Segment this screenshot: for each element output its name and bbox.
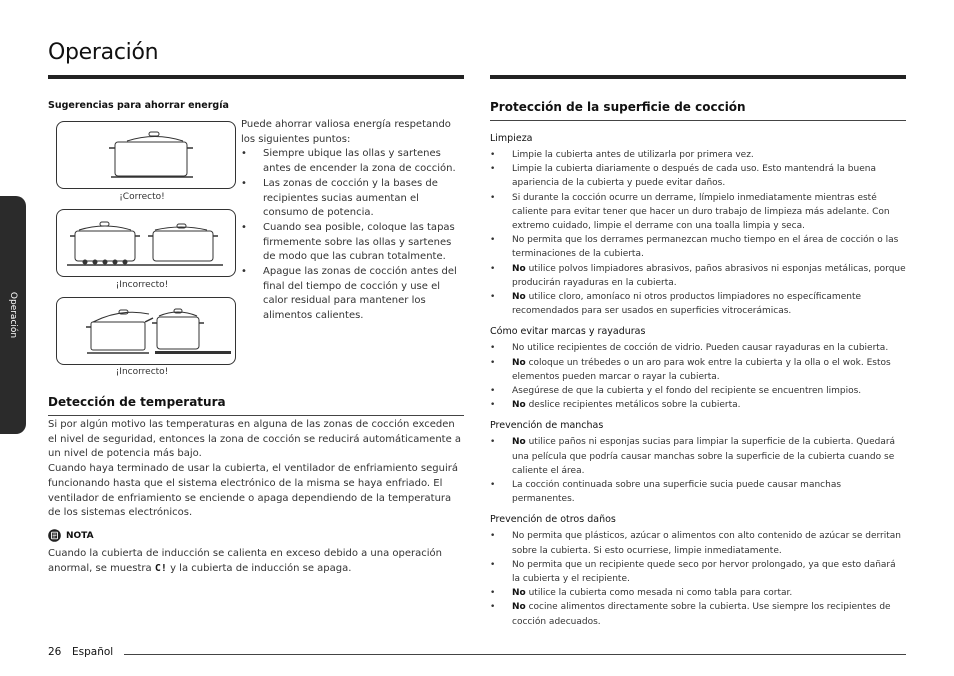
list-item: • No permita que plásticos, azúcar o alimentos con alto contenido de azúcar se derritan sobre la cubierta. Si esto ocurriese, limpie inmediatamente. [490,529,906,557]
illustration-incorrect-1 [56,209,236,277]
section-side-tab [0,196,26,434]
temp-heading-rule [48,415,464,416]
list-item: • No utilice la cubierta como mesada ni como tabla para cortar. [490,586,906,600]
list-item: • Apague las zonas de cocción antes del final del tiempo de cocción y use el calor residual para mantener los alimentos calientes. [241,265,463,324]
caption-correct: ¡Correcto! [119,192,165,202]
list-item: • Limpie la cubierta antes de utilizarla por primera vez. [490,148,906,162]
note-text-before: Cuando la cubierta de inducción se calienta en exceso debido a una operación anormal, se muestra [48,548,442,574]
list-item: • La cocción continuada sobre una superficie sucia puede causar manchas permanentes. [490,478,906,506]
temp-paragraph: Si por algún motivo las temperaturas en alguna de las zonas de cocción exceden el nivel de seguridad, entonces la zona de cocción se reducirá automáticamente a un nivel de potencia más bajo. [48,419,462,460]
temp-paragraph: Cuando haya terminado de usar la cubierta, el ventilador de enfriamiento seguirá funcionando hasta que el sistema electrónico de la misma se haya enfriado. El ventilador de enfriamiento se enciende o apaga dependiendo de la temperatura de los sistemas electrónicos. [48,463,458,519]
list-item: • No permita que los derrames permanezcan mucho tiempo en el área de cocción o las terminaciones de la cubierta. [490,233,906,261]
note-text [48,547,464,576]
note-header [48,529,94,542]
list-item: • No utilice cloro, amoníaco ni otros productos limpiadores no específicamente recomendados para ser usados en superficies vitrocerámicas. [490,290,906,318]
list-item: • Siempre ubique las ollas y sartenes antes de encender la zona de cocción. [241,147,463,176]
protection-text-block [490,133,906,629]
list-item: • No permita que un recipiente quede seco por hervor prolongado, ya que esto dañará la cubierta y el recipiente. [490,558,906,586]
list-item: • Cuando sea posible, coloque las tapas firmemente sobre las ollas y sartenes de modo que las cubran totalmente. [241,221,463,265]
page-language: Español [72,646,114,658]
header-rule-left [48,75,464,79]
illustration-correct [56,121,236,189]
footer-rule [124,654,906,655]
list-item: • No utilice paños ni esponjas sucias para limpiar la superficie de la cubierta. Quedará una película que podría causar manchas sobre la superficie de la cubierta cuando se caliente el área. [490,435,906,478]
list-item: • No utilice recipientes de cocción de vidrio. Pueden causar rayaduras en la cubierta. [490,341,906,355]
list-item: • Las zonas de cocción y la bases de recipientes sucias aumentan el consumo de potencia. [241,177,463,221]
protection-heading: Protección de la superficie de cocción [490,100,746,114]
list-item: • Si durante la cocción ocurre un derrame, límpielo inmediatamente mientras esté caliente para evitar tener que hacer un duro trabajo de limpieza más adelante. Con extremo cuidado, limpie el derrame con una toalla limpia y seca. [490,191,906,234]
list-item: • No coloque un trébedes o un aro para wok entre la cubierta y la olla o el wok. Estos elementos pueden marcar o rayar la cubierta. [490,356,906,384]
page-title: Operación [48,40,159,65]
protection-heading-rule [490,120,906,121]
tips-text-block [241,118,463,324]
tips-intro: Puede ahorrar valiosa energía respetando los siguientes puntos: [241,119,451,145]
pots-dirty-icon [57,210,237,278]
list-item: • No deslice recipientes metálicos sobre la cubierta. [490,398,906,412]
error-code-display: C! [154,562,167,574]
page-number: 26 [48,646,62,658]
caption-incorrect-2: ¡Incorrecto! [115,367,169,377]
note-label: NOTA [66,530,94,541]
note-icon [48,529,61,542]
manchas-heading: Prevención de manchas [490,420,604,432]
side-tab-label: Operación [8,291,18,339]
marcas-heading: Cómo evitar marcas y rayaduras [490,326,646,338]
caption-incorrect-1: ¡Incorrecto! [115,280,169,290]
pots-size-mismatch-icon [57,298,237,366]
list-item: • No cocine alimentos directamente sobre la cubierta. Use siempre los recipientes de cocción adecuados. [490,600,906,628]
list-item: • Asegúrese de que la cubierta y el fondo del recipiente se encuentren limpios. [490,384,906,398]
temp-heading: Detección de temperatura [48,395,226,409]
note-text-after: y la cubierta de inducción se apaga. [166,562,352,574]
list-item: • Limpie la cubierta diariamente o después de cada uso. Esto mantendrá la buena apariencia de la cubierta y puede evitar daños. [490,162,906,190]
pot-correct-icon [57,122,237,190]
list-item: • No utilice polvos limpiadores abrasivos, paños abrasivos ni esponjas metálicas, porque producirán rayaduras en la cubierta. [490,262,906,290]
tips-heading: Sugerencias para ahorrar energía [48,100,229,111]
danos-heading: Prevención de otros daños [490,514,616,526]
limpieza-heading: Limpieza [490,133,533,144]
header-rule-right [490,75,906,79]
illustration-incorrect-2 [56,297,236,365]
temp-text-block [48,418,464,521]
